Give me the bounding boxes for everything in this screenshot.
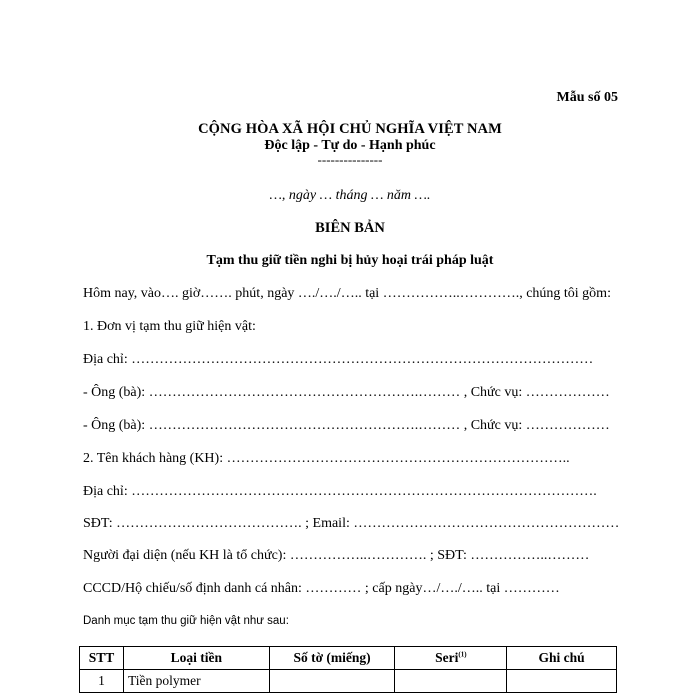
date-line: …, ngày … tháng … năm ….	[269, 188, 431, 203]
table-header-row	[80, 647, 617, 670]
unit-address-line: Địa chỉ: ………………………………………………………………………………………	[83, 352, 594, 367]
list-heading: Danh mục tạm thu giữ hiện vật như sau:	[83, 615, 289, 627]
header-serial-label: Seri	[435, 650, 459, 665]
items-table	[79, 646, 617, 693]
row-serial	[395, 670, 507, 693]
row-stt: 1	[80, 670, 124, 693]
phone-email-line: SĐT: …………………………………. ; Email: …………………………………………………	[83, 516, 620, 531]
unit-person-2-line: - Ông (bà): ………………………………………………….……… , Chức vụ: ………………	[83, 418, 610, 433]
republic-name: CỘNG HÒA XÃ HỘI CHỦ NGHĨA VIỆT NAM	[198, 121, 502, 137]
header-stt: STT	[80, 647, 124, 670]
customer-address-line: Địa chỉ: ……………………………………………………………………………………….	[83, 484, 597, 499]
header-serial-footnote: (1)	[458, 650, 467, 659]
representative-line: Người đại diện (nếu KH là tổ chức): ……………..…………. ; SĐT: ……………..………	[83, 548, 590, 563]
section-1-heading: 1. Đơn vị tạm thu giữ hiện vật:	[83, 319, 256, 334]
header-sheet-count: Số tờ (miếng)	[269, 647, 395, 670]
row-notes	[507, 670, 617, 693]
header-notes: Ghi chú	[507, 647, 617, 670]
national-motto: Độc lập - Tự do - Hạnh phúc	[264, 138, 436, 153]
row-sheet-count	[269, 670, 395, 693]
section-2-customer-line: 2. Tên khách hàng (KH): ………………………………………………………………..	[83, 451, 570, 466]
intro-line: Hôm nay, vào…. giờ……. phút, ngày …./…./….. tại ……………..…………., chúng tôi gồm:	[83, 286, 611, 301]
table-row	[80, 670, 617, 693]
unit-person-1-line: - Ông (bà): ………………………………………………….……… , Chức vụ: ………………	[83, 385, 610, 400]
row-currency-type: Tiền polymer	[123, 670, 269, 693]
form-number: Mẫu số 05	[556, 90, 618, 105]
header-divider: ---------------	[317, 152, 383, 167]
header-currency-type: Loại tiền	[123, 647, 269, 670]
header-serial	[395, 647, 507, 670]
id-document-line: CCCD/Hộ chiếu/số định danh cá nhân: ………… ; cấp ngày…/…./….. tại …………	[83, 581, 560, 596]
document-subtitle: Tạm thu giữ tiền nghi bị hủy hoại trái pháp luật	[206, 253, 494, 268]
document-title: BIÊN BẢN	[315, 220, 385, 236]
